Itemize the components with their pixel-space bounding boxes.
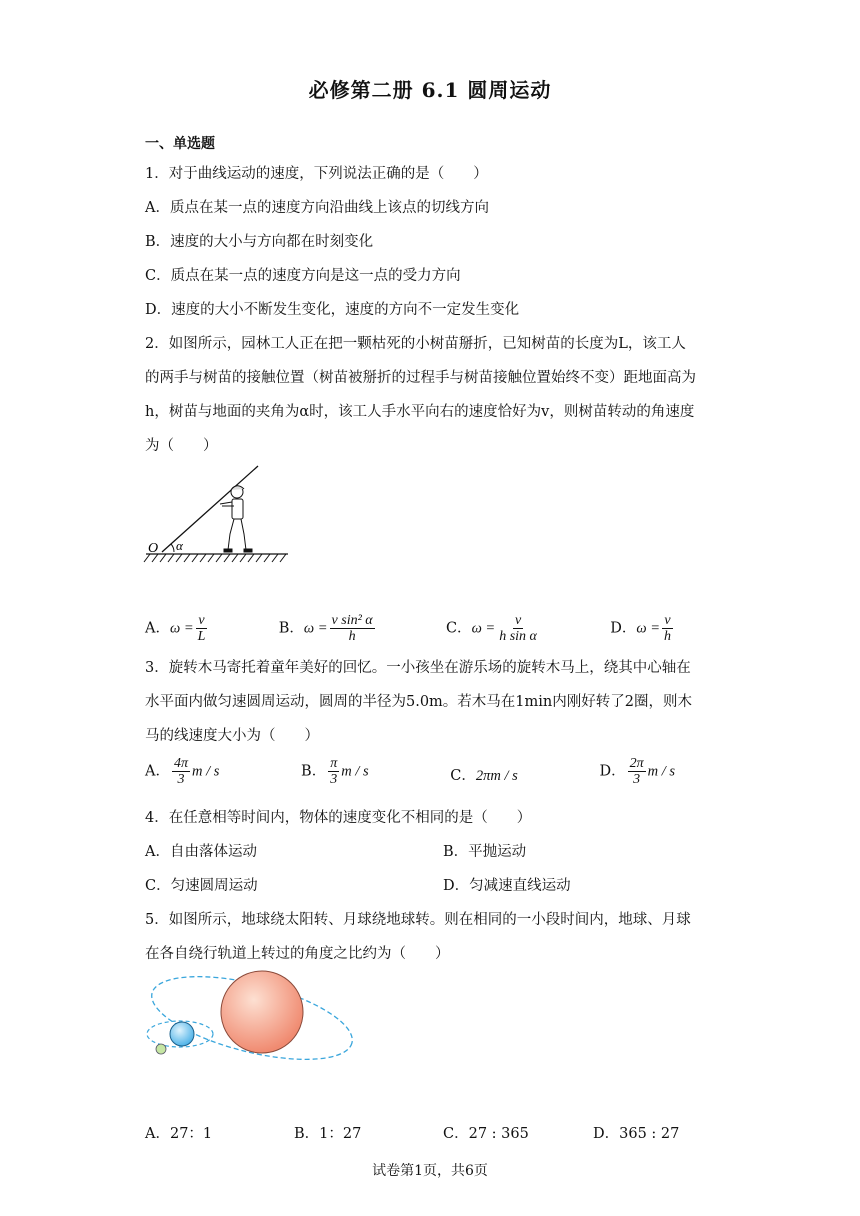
angle-arc (171, 544, 174, 552)
q4-option-a: A．自由落体运动 (145, 844, 257, 860)
q2-options (145, 613, 705, 644)
q2-option-c: C．ω = $\frac{v}{\text{h sin α}}$ (445, 613, 537, 644)
q2-option-d: D．ω = $\frac{v}{h}$ (610, 613, 671, 644)
q3-stem-line-2: 水平面内做匀速圆周运动，圆周的半径为5.0m。若木马在1min内刚好转了2圈，则木 (145, 694, 692, 710)
q1-option-d: D．速度的大小不断发生变化，速度的方向不一定发生变化 (145, 302, 520, 318)
q3-option-d: D． $\frac{2\pi}{3}$ m / s (599, 756, 675, 787)
q2-stem-line-2: 的两手与树苗的接触位置（树苗被掰折的过程手与树苗接触位置始终不变）距地面高为 (145, 370, 696, 386)
q5-stem-line-2: 在各自绕行轨道上转过的角度之比约为（ ） (145, 946, 450, 962)
page-title: 必修第二册 6.1 圆周运动 (308, 78, 552, 102)
earth-icon (170, 1022, 194, 1046)
q3-option-a: A． $\frac{4\pi}{3}$ m / s (145, 756, 220, 787)
sun-icon (221, 971, 303, 1053)
q4-option-c: C．匀速圆周运动 (145, 878, 258, 894)
q1-option-b: B．速度的大小与方向都在时刻变化 (145, 234, 374, 250)
q4-option-b: B．平抛运动 (443, 844, 527, 860)
q5-stem-line-1: 5．如图所示，地球绕太阳转、月球绕地球转。则在相同的一小段时间内，地球、月球 (145, 912, 691, 928)
q3-option-b: B． $\frac{\pi}{3}$ m / s (301, 756, 369, 787)
q5-option-a: A．27：1 (145, 1126, 213, 1142)
q3-option-c: C．2πm / s (450, 768, 518, 784)
section-heading: 一、单选题 (145, 136, 215, 152)
q3-options (145, 756, 705, 787)
moon-icon (156, 1044, 166, 1054)
q5-option-b: B．1：27 (294, 1126, 362, 1142)
q1-stem: 1．对于曲线运动的速度，下列说法正确的是（ ） (145, 166, 488, 182)
q3-stem-line-1: 3．旋转木马寄托着童年美好的回忆。一小孩坐在游乐场的旋转木马上，绕其中心轴在 (145, 660, 691, 676)
q1-option-a: A．质点在某一点的速度方向沿曲线上该点的切线方向 (145, 200, 489, 216)
page-footer: 试卷第1页，共6页 (372, 1163, 488, 1179)
q3-stem-line-3: 马的线速度大小为（ ） (145, 728, 319, 744)
sun-earth-moon-figure (142, 968, 364, 1068)
q2-option-a: A．ω = $\frac{v}{L}$ (145, 613, 206, 644)
q2-option-b: B．ω = $\frac{\text{v sin² α}}{h}$ (278, 613, 373, 644)
gardener-figure (140, 462, 300, 567)
ground-hatching (144, 554, 286, 562)
q5-option-d: D．365 : 27 (593, 1126, 680, 1142)
q2-stem-line-4: 为（ ） (145, 438, 218, 454)
q5-option-c: C．27 : 365 (443, 1126, 529, 1142)
q2-stem-line-1: 2．如图所示，园林工人正在把一颗枯死的小树苗掰折，已知树苗的长度为L，该工人 (145, 336, 686, 352)
q4-stem: 4．在任意相等时间内，物体的速度变化不相同的是（ ） (145, 810, 532, 826)
origin-label: O (148, 541, 159, 556)
q1-option-c: C．质点在某一点的速度方向是这一点的受力方向 (145, 268, 461, 284)
q2-stem-line-3: h，树苗与地面的夹角为α时，该工人手水平向右的速度恰好为v，则树苗转动的角速度 (145, 404, 695, 420)
q4-option-d: D．匀减速直线运动 (443, 878, 571, 894)
angle-label: α (176, 538, 183, 553)
